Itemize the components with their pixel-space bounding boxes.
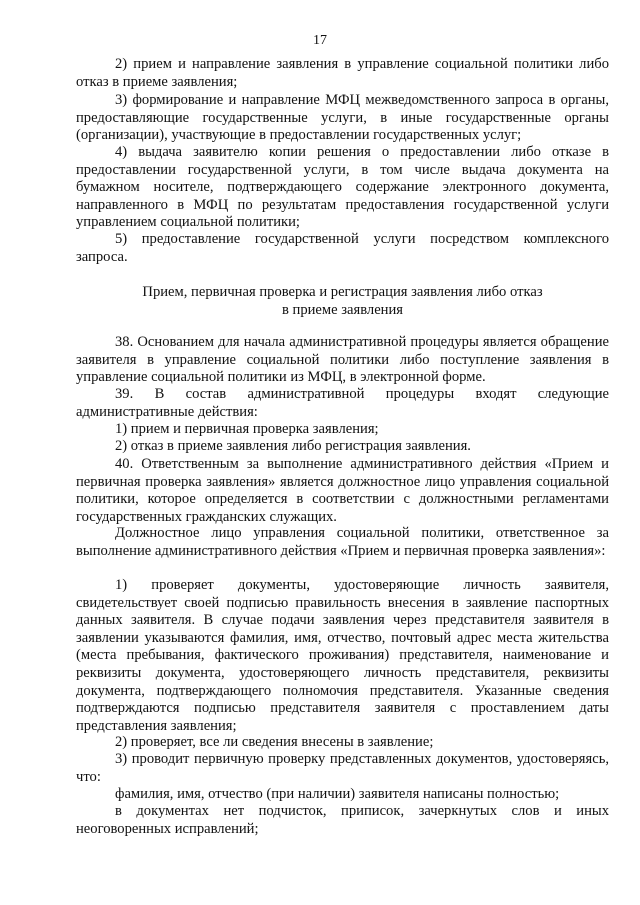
paragraph-check-item-1: 1) проверяет документы, удостоверяющие личность заявителя, свидетельствует своей подписью правильность внесения в заявление паспортных данных заявителя. В случае подачи заявления через представителя заявителя в заявлении указываются фамилия, имя, отчество, почтовый адрес места жительства (места пребывания, фактического проживания) представителя, наименование и реквизиты документа, удостоверяющего личность представителя, реквизиты документа, подтверждающего полномочия представителя. Указанные сведения подтверждаются подписью представителя заявителя с проставлением даты представления заявления; (76, 577, 609, 734)
paragraph-check-item-3: 3) проводит первичную проверку представленных документов, удостоверяясь, что: (76, 751, 609, 785)
paragraph-item-5: 5) предоставление государственной услуги посредством комплексного запроса. (76, 231, 609, 265)
paragraph-item-2: 2) прием и направление заявления в управление социальной политики либо отказ в приеме заявления; (76, 56, 609, 90)
paragraph-40: 40. Ответственным за выполнение административного действия «Прием и первичная проверка заявления» является должностное лицо управления социальной политики, которое определяется в соответствии с должностными регламентами государственных гражданских служащих. (76, 456, 609, 525)
paragraph-39-item-2: 2) отказ в приеме заявления либо регистрация заявления. (115, 438, 471, 454)
page-number: 17 (313, 33, 327, 48)
paragraph-check-no-corrections: в документах нет подчисток, приписок, зачеркнутых слов и иных неоговоренных исправлений; (76, 803, 609, 837)
paragraph-39-item-1: 1) прием и первичная проверка заявления; (115, 421, 379, 437)
paragraph-check-item-2: 2) проверяет, все ли сведения внесены в заявление; (115, 734, 434, 750)
section-heading-line-1: Прием, первичная проверка и регистрация заявления либо отказ (142, 284, 543, 300)
section-heading-line-2: в приеме заявления (281, 302, 404, 318)
paragraph-responsible-official: Должностное лицо управления социальной политики, ответственное за выполнение административного действия «Прием и первичная проверка заявления»: (76, 525, 609, 559)
paragraph-check-name: фамилия, имя, отчество (при наличии) заявителя написаны полностью; (115, 786, 560, 802)
section-heading (76, 283, 609, 319)
paragraph-item-4: 4) выдача заявителю копии решения о предоставлении либо отказе в предоставлении государственной услуги, в том числе выдача документа на бумажном носителе, подтверждающего содержание электронного документа, направленного в МФЦ по результатам предоставления государственной услуги управлением социальной политики; (76, 144, 609, 231)
paragraph-38: 38. Основанием для начала административной процедуры является обращение заявителя в управление социальной политики либо поступление заявления в управление социальной политики из МФЦ, в электронной форме. (76, 334, 609, 386)
paragraph-39: 39. В состав административной процедуры входят следующие административные действия: (76, 386, 609, 420)
paragraph-item-3: 3) формирование и направление МФЦ межведомственного запроса в органы, предоставляющие государственные услуги, в иные государственные органы (организации), участвующие в предоставлении государственных услуг; (76, 92, 609, 144)
